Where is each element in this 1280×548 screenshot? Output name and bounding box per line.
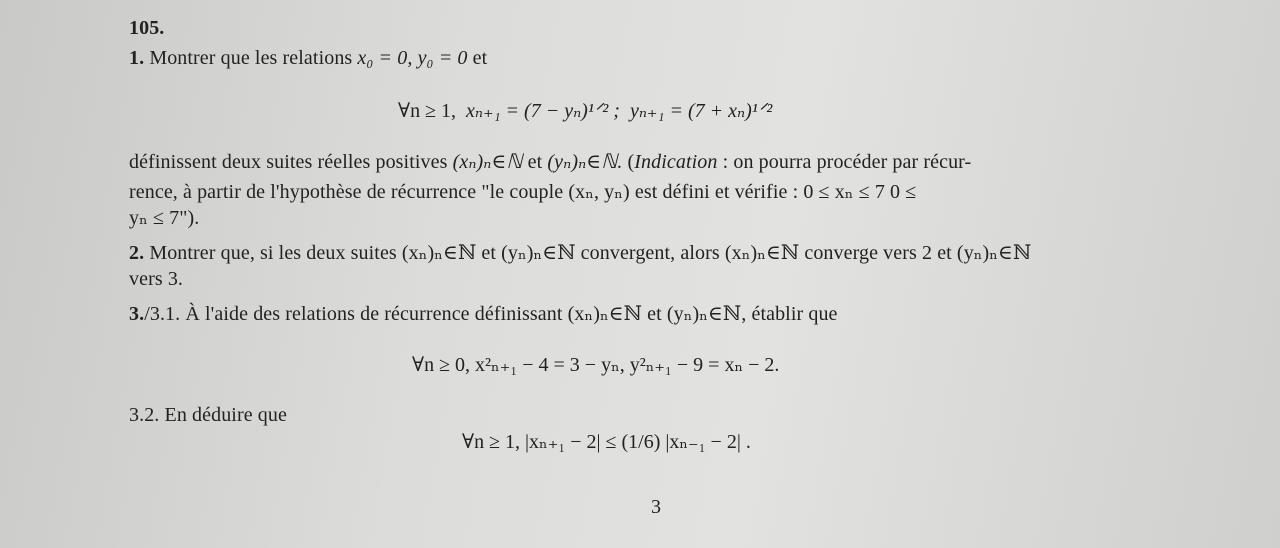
q1-relation-forall: ∀n ≥ 1, xyxy=(398,100,457,122)
q1-seq-y: (yₙ)ₙ∈ℕ. xyxy=(547,151,623,173)
q1-init-y: y₀ = 0 xyxy=(417,47,468,69)
q1-relation xyxy=(398,98,772,123)
q3-1-label: /3.1. xyxy=(144,303,181,325)
q2-text: Montrer que, si les deux suites (xₙ)ₙ∈ℕ et (yₙ)ₙ∈ℕ convergent, alors (xₙ)ₙ∈ℕ converge vers 2 et (yₙ)ₙ∈ℕ xyxy=(149,242,1032,264)
q3-1-line xyxy=(129,302,838,326)
q1-et: et xyxy=(527,151,543,173)
q3-number: 3. xyxy=(129,303,145,325)
q3-2-text: En déduire que xyxy=(164,404,287,426)
q1-seq-x: (xₙ)ₙ∈ℕ xyxy=(452,151,523,173)
q1-number: 1. xyxy=(129,47,145,69)
q1-init-x: x₀ = 0, xyxy=(357,47,413,69)
q3-2-line xyxy=(129,403,287,427)
q1-relation-y: yₙ₊₁ = (7 + xₙ)¹ᐟ² xyxy=(629,100,773,122)
q3-1-text: À l'aide des relations de récurrence définissant (xₙ)ₙ∈ℕ et (yₙ)ₙ∈ℕ, établir que xyxy=(185,303,838,325)
q1-init-et: et xyxy=(472,47,488,69)
q1-text-line1 xyxy=(129,150,971,174)
q3-1-equation: ∀n ≥ 0, x²ₙ₊₁ − 4 = 3 − yₙ, y²ₙ₊₁ − 9 = xₙ − 2. xyxy=(412,354,780,376)
page-number: 3 xyxy=(651,496,661,518)
q1-relation-x: xₙ₊₁ = (7 − yₙ)¹ᐟ² ; xyxy=(466,100,620,122)
q1-line xyxy=(129,46,487,70)
problem-number: 105. xyxy=(129,17,165,39)
q1-text-line3: yₙ ≤ 7"). xyxy=(129,207,200,229)
q3-2-label: 3.2. xyxy=(129,404,160,426)
q1-intro: Montrer que les relations xyxy=(149,47,353,69)
q1-text-line2: rence, à partir de l'hypothèse de récurrence "le couple (xₙ, yₙ) est défini et vérifie : 0 ≤ xₙ ≤ 7 0 ≤ xyxy=(129,181,917,203)
q3-2-equation: ∀n ≥ 1, |xₙ₊₁ − 2| ≤ (1/6) |xₙ₋₁ − 2| . xyxy=(462,431,751,453)
q2-number: 2. xyxy=(129,242,145,264)
q2-line2: vers 3. xyxy=(129,268,184,290)
q1-indication-text1: : on pourra procéder par récur- xyxy=(722,151,972,173)
q1-text-line1a: définissent deux suites réelles positives xyxy=(129,151,448,173)
q1-indication-open: ( xyxy=(627,151,635,173)
q2-line1 xyxy=(129,241,1031,265)
q1-indication-label: Indication xyxy=(634,151,718,173)
